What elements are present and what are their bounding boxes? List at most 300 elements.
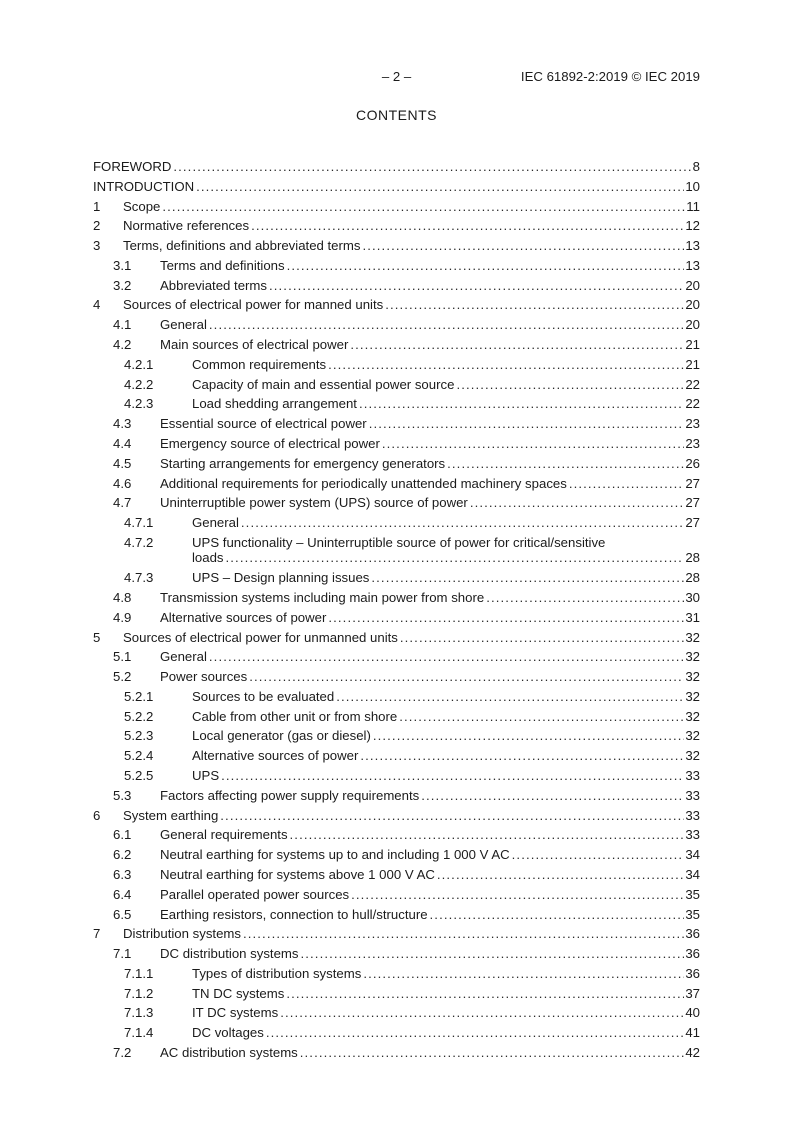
toc-entry-body — [160, 456, 700, 472]
toc-entry-page-number: 22 — [685, 396, 700, 412]
dot-leader — [369, 416, 685, 432]
toc-entry-line — [160, 669, 700, 685]
toc-entry[interactable] — [93, 357, 700, 373]
toc-entry-body — [160, 1045, 700, 1061]
toc-entry-title: Capacity of main and essential power source — [192, 376, 455, 392]
toc-entry-line — [160, 887, 700, 903]
toc-entry-number: 6 — [93, 807, 101, 823]
toc-entry-body — [93, 159, 700, 175]
toc-entry-title: Local generator (gas or diesel) — [192, 728, 371, 744]
toc-entry-number: 4.4 — [113, 435, 132, 451]
toc-entry-body — [160, 788, 700, 804]
toc-entry-line — [123, 808, 700, 824]
toc-entry-title: Neutral earthing for systems above 1 000 V AC — [160, 866, 435, 882]
toc-entry-title: General — [192, 515, 239, 531]
toc-entry-title-continued: loads — [192, 550, 224, 566]
toc-entry[interactable] — [93, 179, 700, 195]
dot-leader — [569, 476, 684, 492]
toc-entry-number: 7 — [93, 926, 101, 942]
toc-entry-page-number: 32 — [685, 629, 700, 645]
dot-leader — [447, 456, 684, 472]
toc-entry-number: 5.1 — [113, 649, 132, 665]
toc-entry[interactable] — [93, 1005, 700, 1021]
toc-entry-line — [93, 159, 700, 175]
toc-entry-body — [160, 649, 700, 665]
toc-entry-title: Starting arrangements for emergency generators — [160, 455, 446, 471]
toc-entry-body — [160, 590, 700, 606]
toc-entry[interactable] — [93, 788, 700, 804]
dot-leader — [209, 649, 684, 665]
toc-entry-number: 6.5 — [113, 906, 132, 922]
toc-entry-line — [123, 926, 700, 942]
toc-entry-page-number: 36 — [685, 946, 700, 962]
dot-leader — [371, 570, 684, 586]
toc-entry[interactable] — [93, 610, 700, 626]
toc-entry-number: 4.2 — [113, 337, 132, 353]
toc-entry-body — [192, 728, 700, 744]
toc-entry-body — [192, 515, 700, 531]
dot-leader — [385, 297, 684, 313]
toc-entry-title: UPS – Design planning issues — [192, 570, 370, 586]
toc-entry[interactable] — [93, 258, 700, 274]
toc-entry-line — [160, 946, 700, 962]
toc-entry-page-number: 23 — [685, 435, 700, 451]
toc-entry-page-number: 12 — [685, 218, 700, 234]
toc-entry-line — [160, 827, 700, 843]
dot-leader — [280, 1005, 684, 1021]
dot-leader — [382, 436, 684, 452]
toc-entry-title: UPS functionality – Uninterruptible source of power for critical/sensitive — [192, 534, 606, 550]
toc-entry-number: 6.3 — [113, 866, 132, 882]
toc-entry-line — [160, 867, 700, 883]
toc-entry-body — [123, 297, 700, 313]
toc-entry-body — [160, 416, 700, 432]
toc-entry-number: 7.1.4 — [124, 1025, 154, 1041]
toc-entry[interactable] — [93, 649, 700, 665]
toc-entry-number: 4.8 — [113, 590, 132, 605]
toc-entry-body — [160, 495, 700, 511]
toc-entry-body — [160, 258, 700, 274]
toc-entry[interactable] — [93, 495, 700, 511]
dot-leader — [512, 847, 685, 863]
toc-entry-body — [192, 748, 700, 764]
toc-entry[interactable] — [93, 808, 700, 824]
toc-entry-body — [93, 179, 700, 195]
toc-entry-line — [192, 1005, 700, 1021]
toc-entry-title: Sources of electrical power for unmanned units — [123, 629, 398, 645]
toc-entry-line — [192, 728, 700, 744]
toc-entry-title: Terms and definitions — [160, 257, 285, 273]
toc-entry[interactable] — [93, 476, 700, 492]
dot-leader — [400, 630, 684, 646]
toc-entry-page-number: 35 — [685, 886, 700, 902]
dot-leader — [363, 966, 684, 982]
toc-entry-line — [160, 337, 700, 353]
toc-entry-number: 7.1.1 — [124, 965, 154, 981]
toc-entry[interactable] — [93, 590, 700, 606]
toc-entry-body — [192, 1025, 700, 1041]
toc-entry-title: Normative references — [123, 218, 250, 234]
toc-entry-number: 5.2 — [113, 669, 132, 685]
toc-entry-body — [192, 768, 700, 784]
toc-entry-body — [192, 535, 700, 566]
toc-entry[interactable] — [93, 1045, 700, 1061]
toc-entry-title: Terms, definitions and abbreviated terms — [123, 238, 361, 254]
dot-leader — [328, 610, 684, 626]
toc-entry[interactable] — [93, 159, 700, 175]
toc-entry-page-number: 36 — [685, 965, 700, 981]
toc-entry[interactable] — [93, 337, 700, 353]
toc-entry-number: 6.1 — [113, 827, 132, 843]
toc-entry-body — [192, 570, 700, 586]
toc-entry-title: AC distribution systems — [160, 1044, 298, 1060]
toc-entry-number: 4.2.2 — [124, 376, 154, 392]
toc-entry[interactable] — [93, 218, 700, 234]
page-header — [93, 68, 700, 85]
toc-entry[interactable] — [93, 317, 700, 333]
toc-entry[interactable] — [93, 278, 700, 294]
toc-entry[interactable] — [93, 456, 700, 472]
toc-entry-title: Parallel operated power sources — [160, 886, 350, 902]
toc-entry-page-number: 32 — [685, 728, 700, 744]
toc-entry-body — [123, 218, 700, 234]
toc-entry[interactable] — [93, 946, 700, 962]
toc-entry-title: Distribution systems — [123, 926, 241, 942]
toc-entry-title: Alternative sources of power — [192, 748, 359, 764]
toc-entry-line — [192, 515, 700, 531]
toc-entry-title: Load shedding arrangement — [192, 396, 357, 412]
toc-entry-page-number: 27 — [685, 515, 700, 531]
toc-entry[interactable] — [93, 847, 700, 863]
toc-entry-line — [192, 357, 700, 373]
toc-entry[interactable] — [93, 515, 700, 531]
toc-entry-line — [192, 396, 700, 412]
toc-entry-body — [192, 689, 700, 705]
toc-entry-number: 7.1.2 — [124, 985, 154, 1001]
toc-entry-number: 4.7 — [113, 495, 132, 511]
dot-leader — [243, 926, 684, 942]
toc-entry-body — [123, 199, 700, 215]
toc-entry-number: 7.2 — [113, 1044, 132, 1060]
toc-entry-line — [192, 768, 700, 784]
toc-entry-line — [123, 297, 700, 313]
toc-entry-page-number: 13 — [685, 238, 700, 254]
dot-leader — [209, 317, 684, 333]
toc-entry-page-number: 21 — [685, 337, 700, 353]
dot-leader — [486, 590, 684, 606]
dot-leader — [351, 887, 684, 903]
toc-entry-title: Neutral earthing for systems up to and including 1 000 V AC — [160, 847, 510, 863]
toc-entry-body — [123, 926, 700, 942]
toc-entry-page-number: 23 — [685, 416, 700, 432]
toc-entry-line — [160, 590, 700, 606]
toc-entry-title: IT DC systems — [192, 1005, 279, 1021]
toc-entry[interactable] — [93, 728, 700, 744]
toc-entry-page-number: 28 — [685, 550, 700, 566]
toc-entry-line — [93, 179, 700, 195]
dot-leader — [241, 515, 684, 531]
dot-leader — [287, 258, 685, 274]
toc-entry[interactable] — [93, 377, 700, 393]
toc-entry[interactable] — [93, 1025, 700, 1041]
dot-leader — [456, 377, 684, 393]
toc-entry-body — [160, 847, 700, 863]
toc-entry[interactable] — [93, 926, 700, 942]
toc-entry-line — [160, 278, 700, 294]
toc-entry-body — [160, 827, 700, 843]
toc-entry-page-number: 32 — [685, 649, 700, 665]
toc-entry-line — [192, 748, 700, 764]
toc-entry-number: 5.2.4 — [124, 748, 154, 764]
toc-entry-title: Sources to be evaluated — [192, 688, 335, 704]
toc-entry-page-number: 32 — [685, 708, 700, 724]
toc-entry-page-number: 28 — [685, 570, 700, 586]
dot-leader — [290, 827, 685, 843]
toc-entry-page-number: 21 — [685, 356, 700, 372]
toc-entry[interactable] — [93, 907, 700, 923]
toc-entry-page-number: 20 — [685, 317, 700, 333]
toc-entry-body — [160, 887, 700, 903]
toc-entry-number: 7.1 — [113, 946, 132, 962]
toc-entry-title: DC distribution systems — [160, 946, 299, 962]
toc-entry-line — [123, 218, 700, 234]
toc-entry-line — [123, 630, 700, 646]
toc-entry-title: Essential source of electrical power — [160, 416, 367, 432]
toc-entry-body — [160, 436, 700, 452]
toc-entry-page-number: 31 — [685, 609, 700, 625]
toc-entry-page-number: 33 — [685, 827, 700, 843]
dot-leader — [196, 179, 684, 195]
toc-entry-number: 5.2.3 — [124, 728, 154, 744]
toc-entry-page-number: 34 — [685, 866, 700, 882]
toc-entry-line — [160, 907, 700, 923]
toc-entry[interactable] — [93, 199, 700, 215]
toc-entry[interactable] — [93, 535, 700, 566]
toc-entry-page-number: 10 — [685, 178, 700, 194]
toc-entry-page-number: 8 — [692, 159, 700, 174]
toc-entry-number: 4.9 — [113, 609, 132, 625]
toc-entry-number: 5.2.5 — [124, 768, 154, 784]
toc-entry-line — [160, 436, 700, 452]
toc-entry-page-number: 13 — [685, 257, 700, 273]
toc-entry-title: INTRODUCTION — [93, 178, 195, 194]
toc-entry-body — [160, 317, 700, 333]
toc-entry[interactable] — [93, 709, 700, 725]
toc-entry-line — [160, 1045, 700, 1061]
toc-entry-number: 3 — [93, 238, 101, 254]
toc-entry-line — [160, 416, 700, 432]
toc-entry-body — [192, 966, 700, 982]
toc-entry-number: 4.1 — [113, 317, 132, 333]
toc-entry-number: 4.7.3 — [124, 570, 154, 586]
toc-entry-line — [160, 649, 700, 665]
toc-entry-number: 5 — [93, 629, 101, 645]
toc-entry-body — [192, 709, 700, 725]
toc-entry-number: 6.4 — [113, 886, 132, 902]
toc-entry-title: Common requirements — [192, 356, 327, 372]
toc-entry-number: 4.6 — [113, 475, 132, 491]
toc-entry-page-number: 32 — [685, 669, 700, 685]
dot-leader — [421, 788, 684, 804]
toc-entry-title: DC voltages — [192, 1025, 264, 1041]
toc-entry-title: Main sources of electrical power — [160, 337, 349, 353]
toc-entry[interactable] — [93, 396, 700, 412]
toc-entry-title: General — [160, 317, 207, 333]
toc-entry-page-number: 33 — [685, 807, 700, 823]
toc-entry[interactable] — [93, 827, 700, 843]
dot-leader — [360, 748, 684, 764]
toc-entry-number: 7.1.3 — [124, 1005, 154, 1021]
toc-entry[interactable] — [93, 297, 700, 313]
dot-leader — [373, 728, 684, 744]
toc-entry-title: TN DC systems — [192, 985, 285, 1001]
toc-entry-body — [123, 630, 700, 646]
toc-entry[interactable] — [93, 966, 700, 982]
toc-entry-number: 4.3 — [113, 416, 132, 432]
toc-entry-body — [160, 669, 700, 685]
dot-leader — [430, 907, 685, 923]
dot-leader — [359, 396, 684, 412]
toc-entry-body — [160, 610, 700, 626]
toc-entry-number: 5.2.2 — [124, 708, 154, 724]
toc-entry-page-number: 30 — [685, 590, 700, 605]
toc-entry-page-number: 40 — [685, 1005, 700, 1021]
toc-entry-page-number: 20 — [685, 277, 700, 293]
toc-entry-title: Cable from other unit or from shore — [192, 708, 398, 724]
toc-entry-page-number: 36 — [685, 926, 700, 942]
dot-leader — [336, 689, 684, 705]
toc-entry[interactable] — [93, 748, 700, 764]
dot-leader — [437, 867, 684, 883]
toc-entry-body — [192, 986, 700, 1002]
toc-entry-body — [160, 907, 700, 923]
toc-entry-body — [192, 396, 700, 412]
toc-entry-body — [123, 808, 700, 824]
toc-entry-title: System earthing — [123, 807, 219, 823]
toc-entry[interactable] — [93, 768, 700, 784]
toc-entry-number: 4.7.1 — [124, 515, 154, 531]
dot-leader — [249, 669, 684, 685]
toc-entry-body — [160, 278, 700, 294]
toc-entry-body — [192, 1005, 700, 1021]
dot-leader — [399, 709, 684, 725]
dot-leader — [266, 1025, 684, 1041]
toc-entry[interactable] — [93, 630, 700, 646]
toc-entry-page-number: 32 — [685, 688, 700, 704]
toc-entry-body — [192, 357, 700, 373]
toc-entry-title: Additional requirements for periodically unattended machinery spaces — [160, 475, 567, 491]
page-number-marker: – 2 – — [381, 69, 412, 84]
toc-entry-title: Alternative sources of power — [160, 609, 327, 625]
dot-leader — [350, 337, 684, 353]
toc-entry-title: Factors affecting power supply requirements — [160, 787, 420, 803]
toc-entry[interactable] — [93, 986, 700, 1002]
toc-entry-line — [192, 1025, 700, 1041]
toc-entry-number: 1 — [93, 198, 101, 214]
toc-entry-number: 4.7.2 — [124, 534, 154, 550]
toc-entry[interactable] — [93, 867, 700, 883]
toc-entry-title: FOREWORD — [93, 159, 172, 174]
toc-entry-line — [160, 258, 700, 274]
toc-entry-line — [160, 610, 700, 626]
toc-entry[interactable] — [93, 436, 700, 452]
toc-entry-line — [192, 689, 700, 705]
toc-entry-title: Transmission systems including main power from shore — [160, 590, 485, 605]
dot-leader — [269, 278, 684, 294]
toc-entry-page-number: 34 — [685, 847, 700, 863]
toc-entry-number: 2 — [93, 218, 101, 234]
toc-entry-title: Uninterruptible power system (UPS) source of power — [160, 495, 468, 511]
dot-leader — [301, 946, 685, 962]
toc-entry-body — [192, 377, 700, 393]
toc-entry-body — [160, 867, 700, 883]
toc-entry-page-number: 27 — [685, 475, 700, 491]
toc-entry-title: Scope — [123, 198, 161, 214]
toc-entry-page-number: 33 — [685, 768, 700, 784]
toc-entry-number: 5.3 — [113, 787, 132, 803]
toc-entry-page-number: 35 — [685, 906, 700, 922]
toc-entry-line — [160, 456, 700, 472]
toc-entry-line — [192, 709, 700, 725]
toc-entry-line — [192, 550, 700, 566]
toc-entry-number: 5.2.1 — [124, 688, 154, 704]
toc-entry[interactable] — [93, 669, 700, 685]
toc-entry-number: 4.2.3 — [124, 396, 154, 412]
dot-leader — [286, 986, 684, 1002]
toc-entry-title: Types of distribution systems — [192, 965, 362, 981]
toc-entry-page-number: 41 — [685, 1025, 700, 1041]
toc-entry-number: 4.2.1 — [124, 356, 154, 372]
toc-entry-line — [192, 986, 700, 1002]
dot-leader — [251, 218, 684, 234]
toc-entry-line — [160, 847, 700, 863]
contents-title: CONTENTS — [356, 107, 437, 123]
toc-entry-page-number: 22 — [685, 376, 700, 392]
toc-entry-line — [192, 966, 700, 982]
toc-entry[interactable] — [93, 238, 700, 254]
toc-entry-line — [160, 788, 700, 804]
toc-entry-body — [160, 946, 700, 962]
dot-leader — [221, 768, 684, 784]
toc-entry-line — [123, 199, 700, 215]
dot-leader — [162, 199, 685, 215]
dot-leader — [363, 238, 685, 254]
toc-entry[interactable] — [93, 689, 700, 705]
toc-entry-number: 4 — [93, 297, 101, 313]
toc-entry-page-number: 27 — [685, 495, 700, 511]
toc-entry-page-number: 37 — [685, 985, 700, 1001]
toc-entry-line — [160, 317, 700, 333]
toc-entry-title: Emergency source of electrical power — [160, 435, 380, 451]
toc-entry-page-number: 20 — [685, 297, 700, 313]
toc-entry-line — [192, 377, 700, 393]
toc-entry-line — [192, 570, 700, 586]
toc-entry[interactable] — [93, 570, 700, 586]
toc-entry-page-number: 42 — [685, 1044, 700, 1060]
toc-entry[interactable] — [93, 887, 700, 903]
toc-entry-title: Sources of electrical power for manned units — [123, 297, 384, 313]
dot-leader — [220, 808, 684, 824]
toc-entry-title: Earthing resistors, connection to hull/structure — [160, 906, 428, 922]
toc-list — [93, 159, 700, 1061]
toc-entry-body — [123, 238, 700, 254]
toc-entry-title: UPS — [192, 768, 220, 784]
toc-entry-number: 3.2 — [113, 277, 132, 293]
dot-leader — [300, 1045, 685, 1061]
toc-entry[interactable] — [93, 416, 700, 432]
toc-entry-number: 6.2 — [113, 847, 132, 863]
toc-entry-line — [160, 476, 700, 492]
